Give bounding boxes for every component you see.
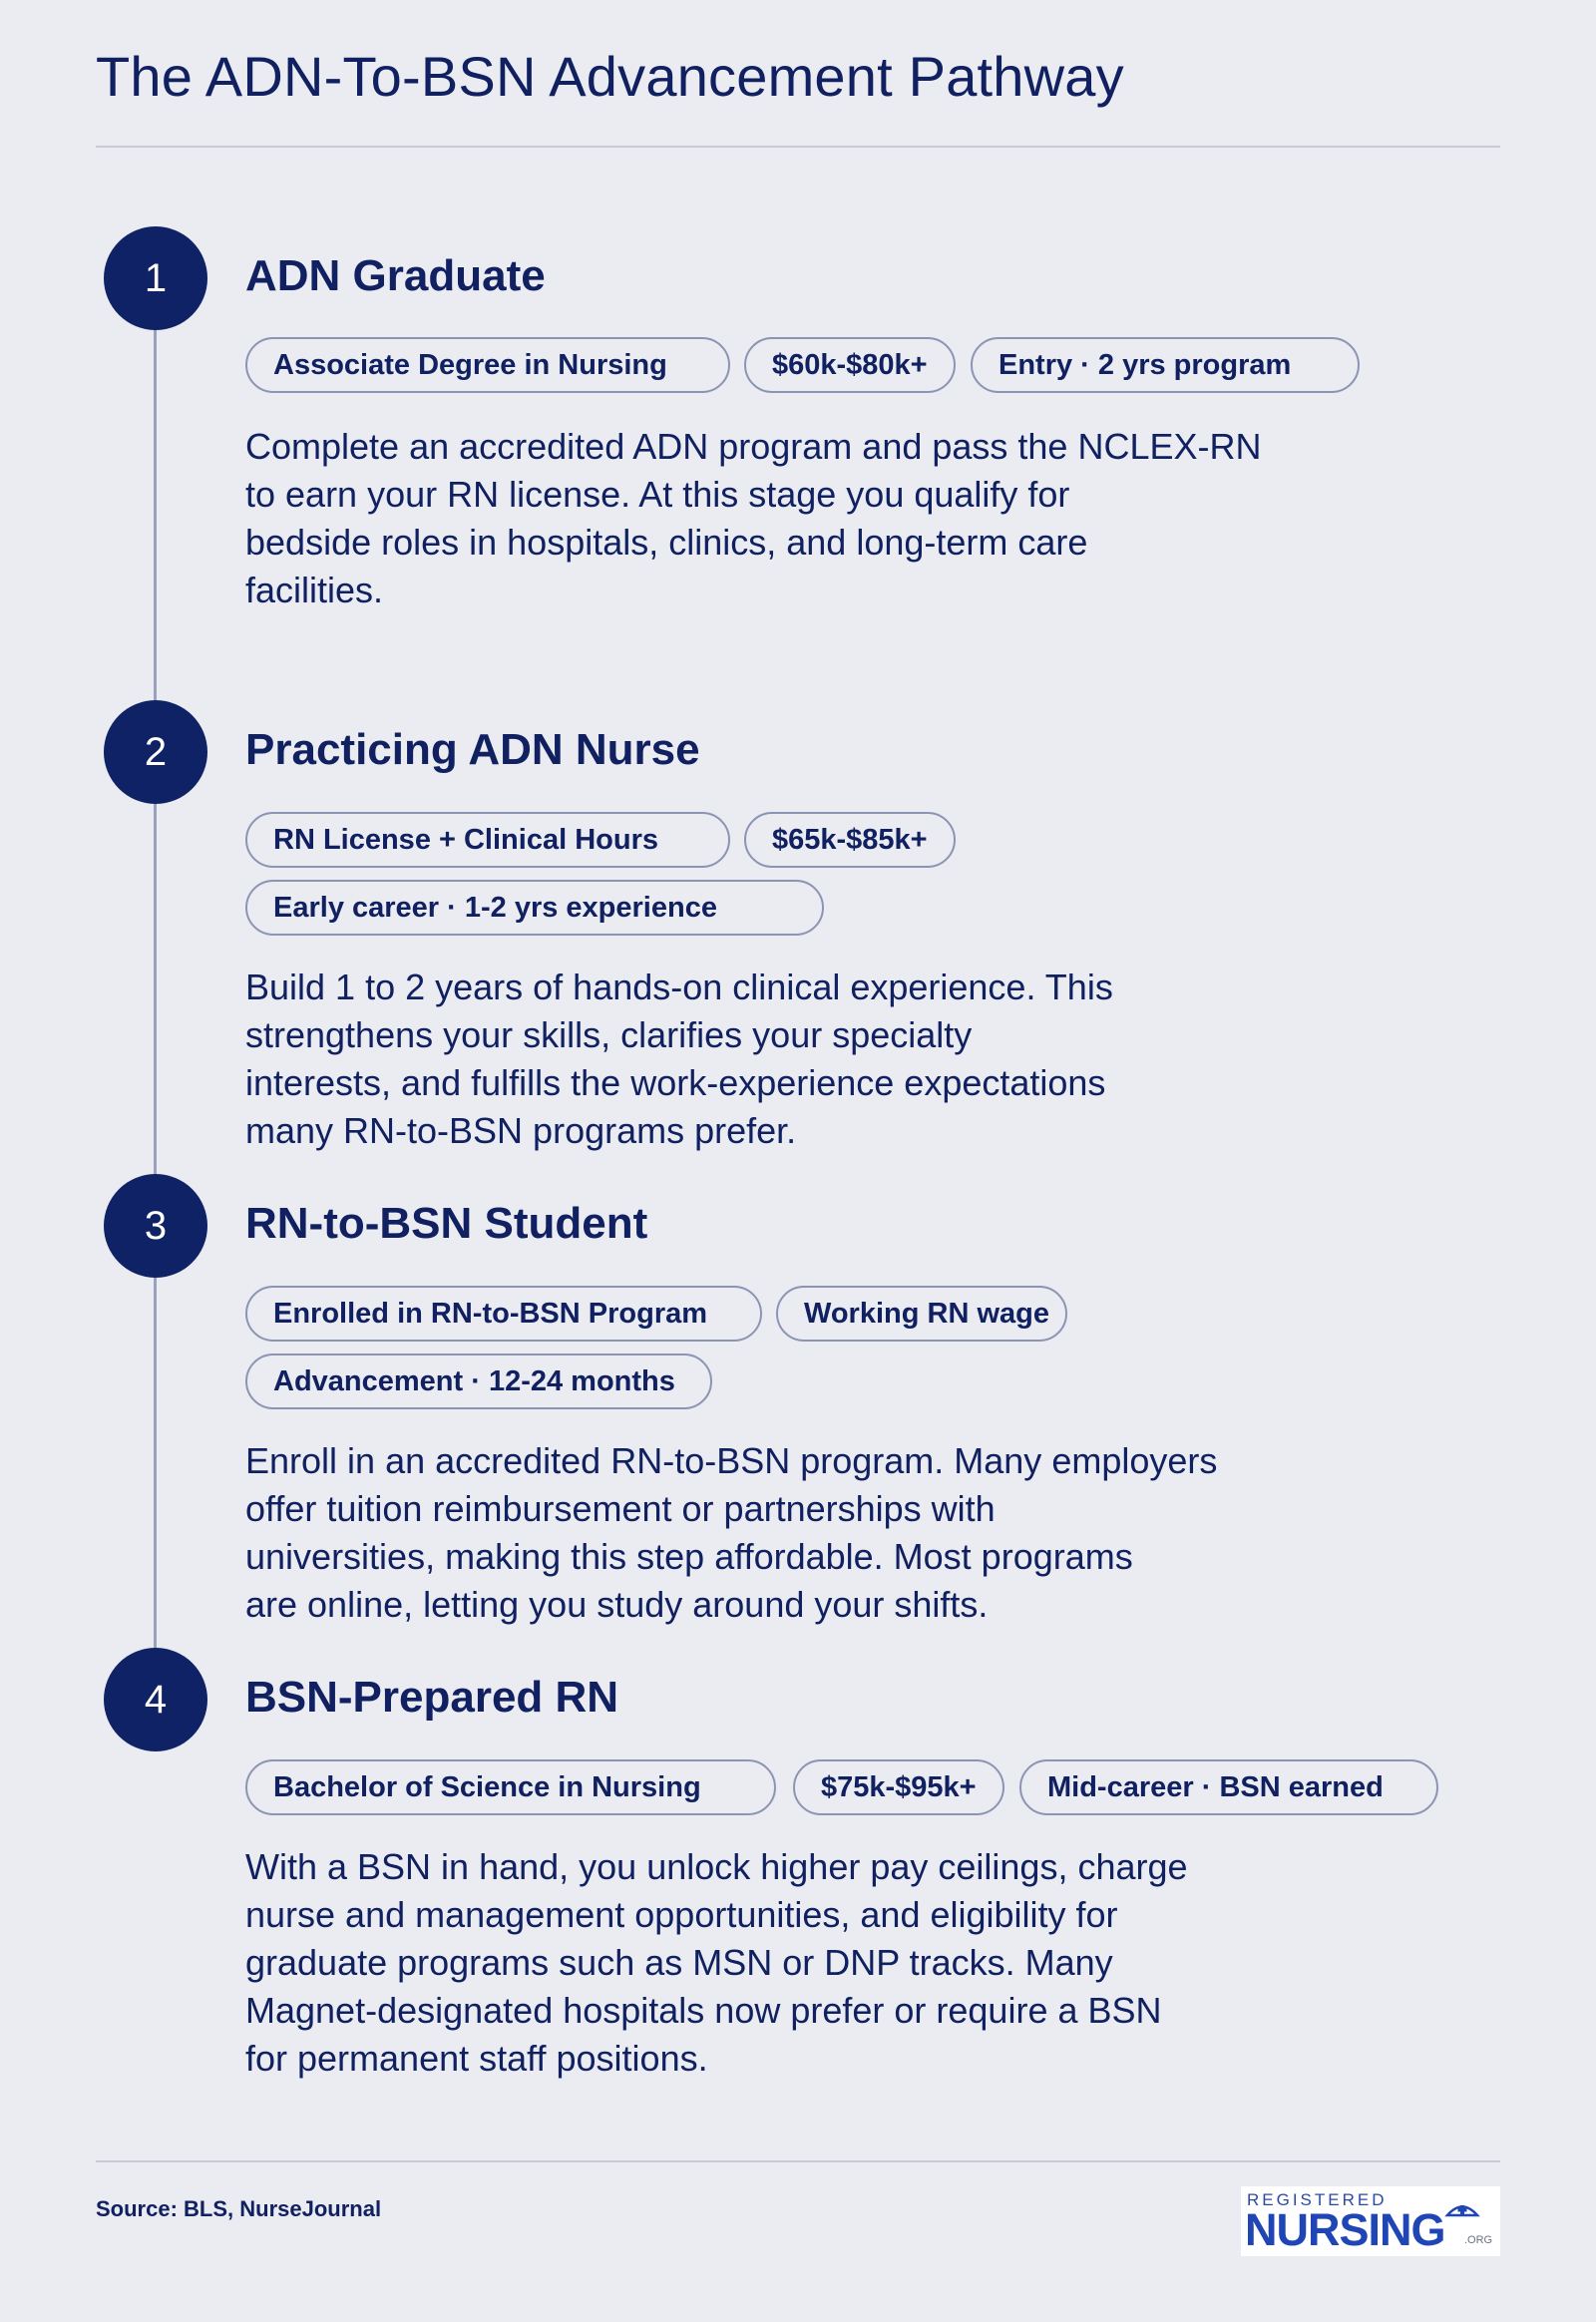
- tag-wage: Working RN wage: [776, 1286, 1067, 1342]
- description-line: Build 1 to 2 years of hands-on clinical experience. This: [245, 967, 1113, 1007]
- tag-stage: Advancement · 12-24 months: [245, 1354, 712, 1409]
- logo-suffix-text: .ORG: [1464, 2234, 1493, 2246]
- tag-salary: $65k-$85k+: [744, 812, 956, 868]
- description-line: universities, making this step affordable. Most programs: [245, 1536, 1133, 1577]
- description-line: strengthens your skills, clarifies your specialty: [245, 1014, 973, 1055]
- step-description: [245, 423, 1363, 614]
- timeline-line: [154, 277, 157, 1686]
- header-divider: [96, 146, 1500, 148]
- logo-main-text: NURSING: [1245, 2204, 1445, 2255]
- tag-salary: $75k-$95k+: [793, 1759, 1004, 1815]
- description-line: many RN-to-BSN programs prefer.: [245, 1110, 797, 1151]
- tag-stage: Early career · 1-2 yrs experience: [245, 880, 824, 936]
- step-title: Practicing ADN Nurse: [245, 725, 700, 774]
- page-title: The ADN-To-BSN Advancement Pathway: [96, 45, 1124, 108]
- description-line: Complete an accredited ADN program and pass the NCLEX-RN: [245, 426, 1262, 467]
- source-note: Source: BLS, NurseJournal: [96, 2196, 382, 2221]
- step-title: BSN-Prepared RN: [245, 1673, 619, 1722]
- step-number-badge: 4: [104, 1648, 207, 1751]
- description-line: graduate programs such as MSN or DNP tracks. Many: [245, 1942, 1113, 1983]
- description-line: are online, letting you study around your shifts.: [245, 1584, 989, 1625]
- step-number-badge: 2: [104, 700, 207, 804]
- step-title: ADN Graduate: [245, 251, 546, 300]
- step-title: RN-to-BSN Student: [245, 1199, 648, 1248]
- tag-credential: RN License + Clinical Hours: [245, 812, 730, 868]
- registered-nursing-logo: [1241, 2186, 1500, 2256]
- description-line: facilities.: [245, 570, 384, 610]
- tag-stage: Entry · 2 yrs program: [971, 337, 1360, 393]
- description-line: offer tuition reimbursement or partnerships with: [245, 1488, 996, 1529]
- nurse-cap-icon: [1444, 2200, 1480, 2218]
- tag-degree: Bachelor of Science in Nursing: [245, 1759, 776, 1815]
- description-line: for permanent staff positions.: [245, 2038, 708, 2079]
- tag-salary: $60k-$80k+: [744, 337, 956, 393]
- description-line: to earn your RN license. At this stage you qualify for: [245, 474, 1070, 515]
- step-number-badge: 1: [104, 226, 207, 330]
- description-line: bedside roles in hospitals, clinics, and long-term care: [245, 522, 1088, 563]
- tag-enrollment: Enrolled in RN-to-BSN Program: [245, 1286, 762, 1342]
- step-number-badge: 3: [104, 1174, 207, 1278]
- description-line: Magnet-designated hospitals now prefer or require a BSN: [245, 1990, 1162, 2031]
- step-description: [245, 1437, 1363, 1629]
- footer-divider: [96, 2160, 1500, 2162]
- description-line: With a BSN in hand, you unlock higher pay ceilings, charge: [245, 1846, 1188, 1887]
- logo-top-text: REGISTERED: [1247, 2190, 1388, 2209]
- description-line: Enroll in an accredited RN-to-BSN program. Many employers: [245, 1440, 1218, 1481]
- tag-degree: Associate Degree in Nursing: [245, 337, 730, 393]
- description-line: nurse and management opportunities, and eligibility for: [245, 1894, 1118, 1935]
- description-line: interests, and fulfills the work-experience expectations: [245, 1062, 1106, 1103]
- step-description: [245, 964, 1363, 1155]
- step-description: [245, 1843, 1363, 2083]
- tag-stage: Mid-career · BSN earned: [1019, 1759, 1438, 1815]
